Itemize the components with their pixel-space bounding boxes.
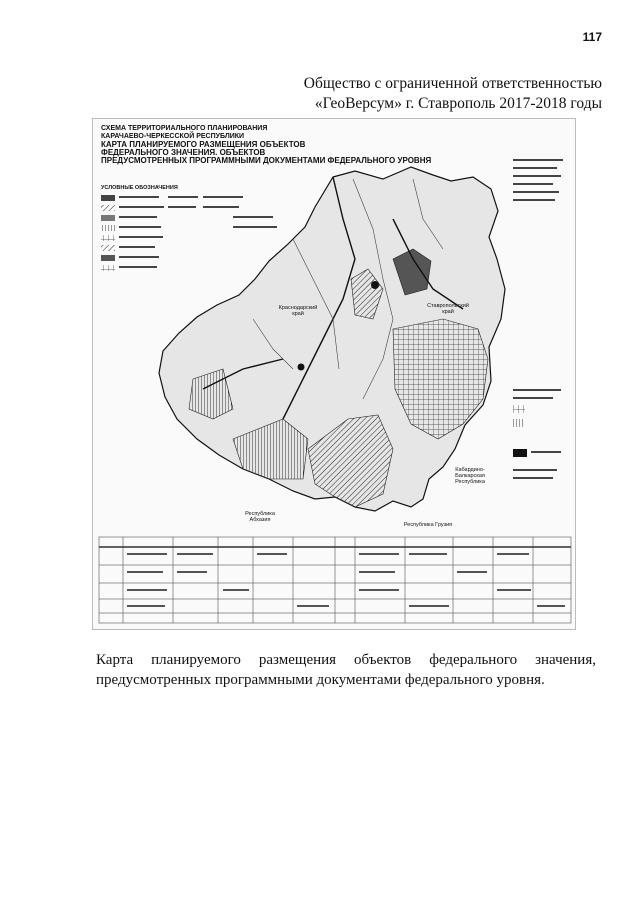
label-stavropol: Ставропольский край xyxy=(427,303,469,315)
objects-table xyxy=(99,537,571,623)
legend-title: УСЛОВНЫЕ ОБОЗНАЧЕНИЯ xyxy=(101,185,178,191)
legend-left xyxy=(101,195,277,271)
map-title-line: СХЕМА ТЕРРИТОРИАЛЬНОГО ПЛАНИРОВАНИЯ xyxy=(101,125,268,132)
map-title-line: ПРЕДУСМОТРЕННЫХ ПРОГРАММНЫМИ ДОКУМЕНТАМИ ФЕДЕРАЛЬНОГО УРОВНЯ xyxy=(101,156,432,165)
legend-right xyxy=(513,159,563,479)
organization-name: Общество с ограниченной ответственностью xyxy=(303,75,602,92)
figure-caption: Карта планируемого размещения объектов федерального значения, предусмотренных программными документами федерального уровня. xyxy=(96,652,596,688)
organization-city-years: «ГеоВерсум» г. Ставрополь 2017-2018 годы xyxy=(314,95,602,112)
map-title-line: КАРТА ПЛАНИРУЕМОГО РАЗМЕЩЕНИЯ ОБЪЕКТОВ xyxy=(101,140,306,149)
map-title-line: ФЕДЕРАЛЬНОГО ЗНАЧЕНИЯ. ОБЪЕКТОВ xyxy=(101,148,266,157)
map-image xyxy=(92,118,576,630)
label-krasnodar: Краснодарский край xyxy=(278,305,318,317)
organization-header xyxy=(304,74,602,114)
map-drawing xyxy=(93,119,575,629)
page-number: 117 xyxy=(582,30,602,44)
map-title-line: КАРАЧАЕВО-ЧЕРКЕССКОЙ РЕСПУБЛИКИ xyxy=(101,133,245,140)
map-title xyxy=(101,125,431,165)
label-abkhazia: Республика Абхазия xyxy=(245,511,275,523)
label-kbr: Кабардино-Балкарская Республика xyxy=(455,467,485,485)
label-georgia: Республика Грузия xyxy=(403,522,453,528)
